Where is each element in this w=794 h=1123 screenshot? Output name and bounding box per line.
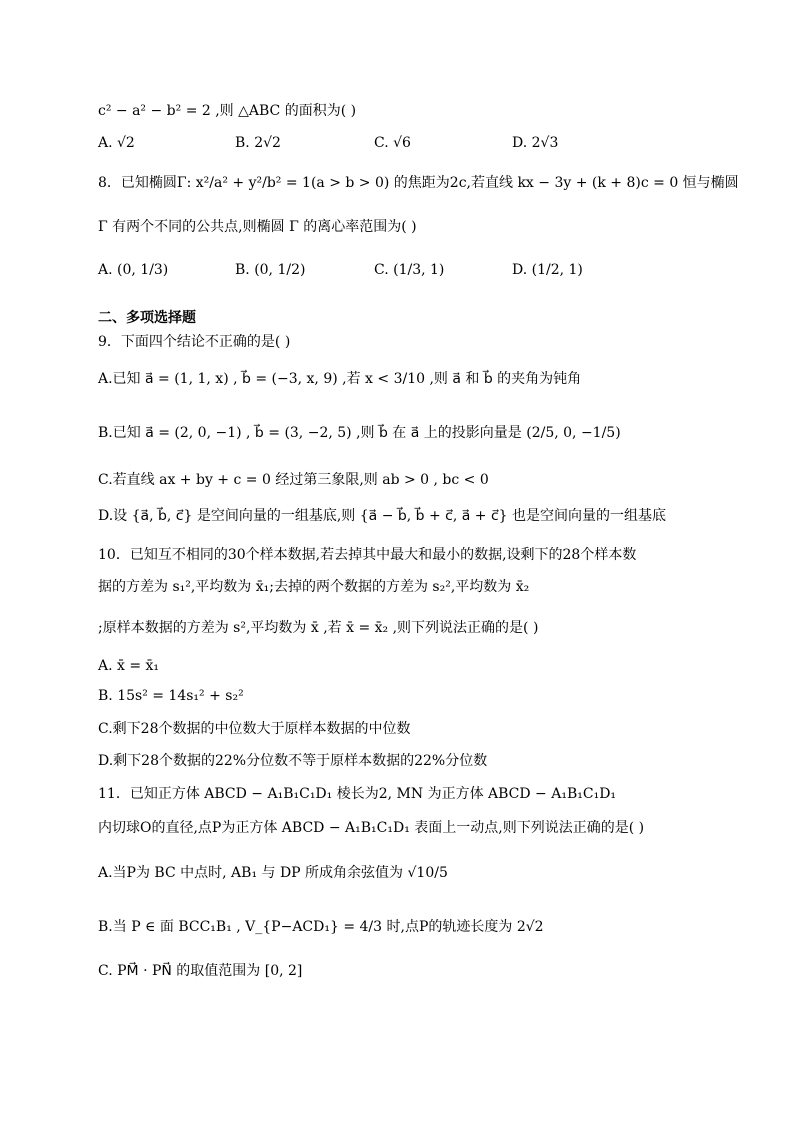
q10-stem-line1: 10．已知互不相同的30个样本数据,若去掉其中最大和最小的数据,设剩下的28个样本数	[98, 547, 637, 563]
q7-options	[98, 128, 698, 158]
q9-option-c: C.若直线 ax + by + c = 0 经过第三象限,则 ab > 0 , bc < 0	[98, 472, 489, 488]
q7-option-c: C. √6	[374, 135, 411, 151]
q10-option-d: D.剩下28个数据的22%分位数不等于原样本数据的22%分位数	[98, 753, 488, 769]
q9-stem: 9．下面四个结论不正确的是( )	[98, 334, 291, 350]
q11-option-a: A.当P为 BC 中点时, AB₁ 与 DP 所成角余弦值为 √10/5	[98, 865, 448, 881]
q8-stem-line2: Γ 有两个不同的公共点,则椭圆 Γ 的离心率范围为( )	[98, 219, 417, 235]
q7-option-a: A. √2	[98, 135, 135, 151]
q11-option-b: B.当 P ∈ 面 BCC₁B₁ , V_{P−ACD₁} = 4/3 时,点P的轨迹长度为 2√2	[98, 919, 544, 935]
q8-option-c: C. (1/3, 1)	[374, 262, 445, 278]
q11-stem-line2: 内切球O的直径,点P为正方体 ABCD − A₁B₁C₁D₁ 表面上一动点,则下列说法正确的是( )	[98, 820, 645, 836]
q8-option-a: A. (0, 1/3)	[98, 262, 169, 278]
q9-option-d: D.设 {a⃗, b⃗, c⃗} 是空间向量的一组基底,则 {a⃗ − b⃗, b⃗ + c⃗, a⃗ + c⃗} 也是空间向量的一组基底	[98, 508, 667, 524]
q8-option-b: B. (0, 1/2)	[235, 262, 306, 278]
q10-option-b: B. 15s² = 14s₁² + s₂²	[98, 688, 244, 704]
q8-options	[98, 255, 698, 285]
q10-stem-line2: 据的方差为 s₁²,平均数为 x̄₁;去掉的两个数据的方差为 s₂²,平均数为 x̄₂	[98, 579, 530, 595]
q10-option-a: A. x̄ = x̄₁	[98, 658, 160, 674]
q7-option-b: B. 2√2	[235, 135, 281, 151]
q10-option-c: C.剩下28个数据的中位数大于原样本数据的中位数	[98, 721, 411, 737]
q8-option-d: D. (1/2, 1)	[512, 262, 583, 278]
q7-stem-end: c² − a² − b² = 2 ,则 △ABC 的面积为( )	[98, 103, 357, 119]
q9-option-b: B.已知 a⃗ = (2, 0, −1) , b⃗ = (3, −2, 5) ,则 b⃗ 在 a⃗ 上的投影向量是 (2/5, 0, −1/5)	[98, 425, 621, 441]
q10-stem-line3: ;原样本数据的方差为 s²,平均数为 x̄ ,若 x̄ = x̄₂ ,则下列说法正确的是( )	[98, 620, 539, 636]
q9-option-a: A.已知 a⃗ = (1, 1, x) , b⃗ = (−3, x, 9) ,若 x < 3/10 ,则 a⃗ 和 b⃗ 的夹角为钝角	[98, 371, 582, 387]
q11-option-c: C. PM⃗ · PN⃗ 的取值范围为 [0, 2]	[98, 963, 303, 979]
q8-stem-line1: 8．已知椭圆Γ: x²/a² + y²/b² = 1(a > b > 0) 的焦距为2c,若直线 kx − 3y + (k + 8)c = 0 恒与椭圆	[98, 175, 739, 191]
section-title-multiple-choice: 二、多项选择题	[98, 310, 196, 326]
q11-stem-line1: 11．已知正方体 ABCD − A₁B₁C₁D₁ 棱长为2, MN 为正方体 ABCD − A₁B₁C₁D₁	[98, 786, 617, 802]
q7-option-d: D. 2√3	[512, 135, 559, 151]
